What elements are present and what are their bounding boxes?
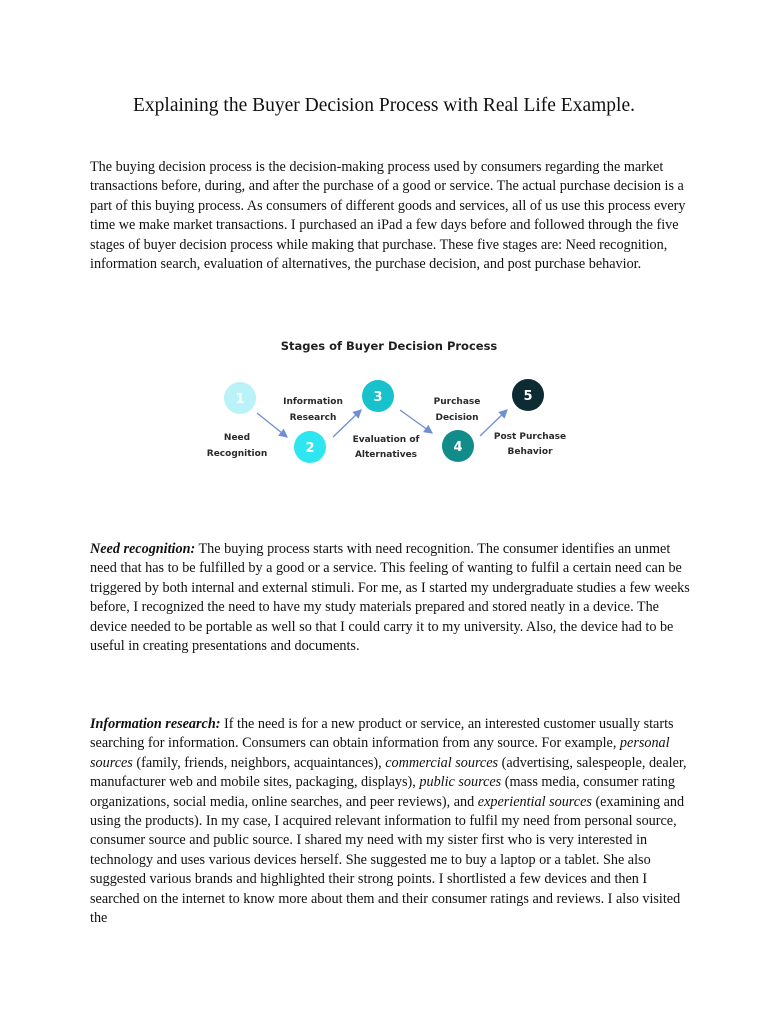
stage-3-label: Evaluation of [352,435,420,445]
arrow-1-2 [257,413,287,437]
personal-sources-term: personal sources [90,735,670,771]
need-recognition-heading: Need recognition: [90,541,196,557]
intro-paragraph: The buying decision process is the decision-making process used by consumers regarding the market transactions before, during, and after the purchase of a good or service. The actual purchase decision is a part of this buying process. As consumers of different goods and services, all of us use this process every time we make market transactions. I purchased an iPad a few days before and followed through the five stages of buyer decision process while making that purchase. These five stages are: Need recognition, information search, evaluation of alternatives, the purchase decision, and post purchase behavior. [90,159,686,273]
stage-3-number: 3 [373,390,383,405]
stage-1-label: Need [223,433,251,443]
information-research-text: (advertising, salespeople, dealer, manufacturer web and mobile sites, packaging, displays), [90,754,687,791]
stage-5-label: Behavior [507,447,553,457]
need-recognition-text: The buying process starts with need recognition. The consumer identifies an unmet need that has to be fulfilled by a good or a service. This feeling of wanting to fulfil a certain need can be triggered by both internal and external stimuli. For me, as I started my undergraduate studies a few weeks before, I recognized the need to have my study materials prepared and stored neatly in a device. The device needed to be portable as well so that I could carry it to my university. Also, the device had to be useful in creating presentations and documents. [90,541,690,655]
information-research-paragraph [90,715,692,928]
information-research-text: If the need is for a new product or service, an interested customer usually starts searching for information. Consumers can obtain information from any source. For example, [90,716,674,752]
information-research-text: (family, friends, neighbors, acquaintances), [132,754,386,771]
information-research-text: (mass media, consumer rating organizations, social media, online searches, and peer reviews), and [90,774,675,810]
stage-5-number: 5 [523,389,533,404]
diagram-title: Stages of Buyer Decision Process [280,339,498,353]
stage-2-label: Information [283,397,343,407]
information-research-text: (examining and using the products). In my case, I acquired relevant information to fulfil my need from personal source, consumer source and public source. I shared my need with my sister first who is very interested in technology and uses various devices herself. She suggested me to buy a laptop or a tablet. She also suggested various brands and highlighted their strong points. I shortlisted a few devices and then I searched on the internet to know more about them and their consumer ratings and reviews. I also visited the [90,793,685,927]
stage-4-label: Decision [435,413,479,423]
stage-2-number: 2 [305,441,315,456]
arrow-2-3 [333,410,361,437]
stage-4-number: 4 [453,440,463,455]
stage-3-label: Alternatives [354,450,418,460]
buyer-decision-diagram [180,330,580,480]
stage-1-label: Recognition [206,449,268,459]
commercial-sources-term: commercial sources [385,754,499,771]
arrow-3-4 [400,410,432,433]
document-title: Explaining the Buyer Decision Process with Real Life Example. [132,95,635,116]
stage-5-label: Post Purchase [493,432,567,442]
public-sources-term: public sources [419,774,502,791]
need-recognition-paragraph [90,540,692,656]
stage-1-number: 1 [235,392,245,407]
information-research-heading: Information research: [90,716,221,732]
stage-2-label: Research [289,413,337,423]
experiential-sources-term: experiential sources [477,793,592,810]
stage-4-label: Purchase [433,397,481,407]
